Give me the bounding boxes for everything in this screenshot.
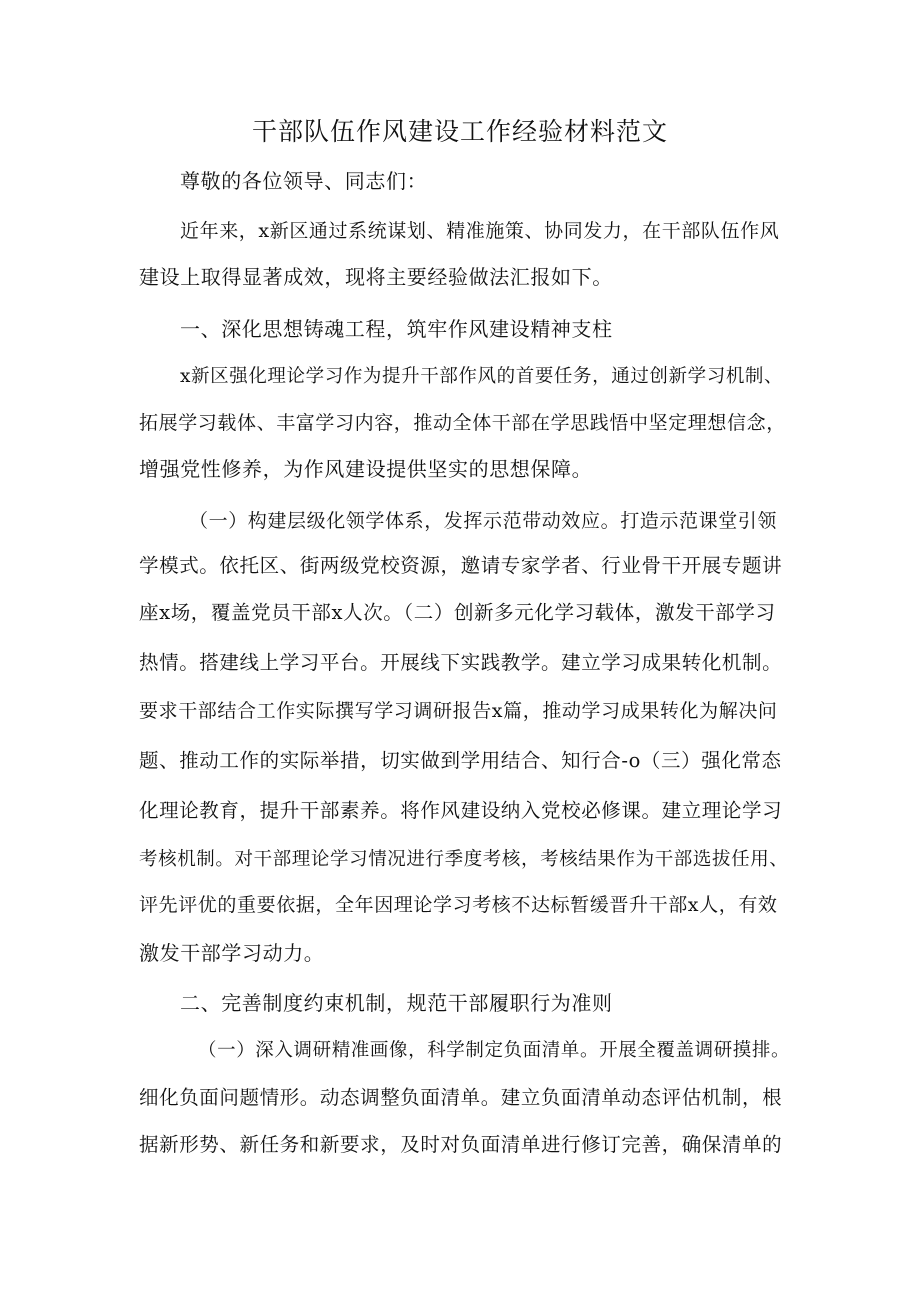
- paragraph-line: 近年来，x新区通过系统谋划、精准施策、协同发力，在干部队伍作风: [180, 220, 780, 242]
- paragraph-line: 增强党性修养，为作风建设提供坚实的思想保障。: [139, 457, 593, 481]
- greeting-line: 尊敬的各位领导、同志们：: [180, 169, 428, 193]
- paragraph-line: 据新形势、新任务和新要求，及时对负面清单进行修订完善，确保清单的: [139, 1133, 783, 1156]
- paragraph-line: x新区强化理论学习作为提升干部作风的首要任务，通过创新学习机制、: [180, 366, 784, 387]
- paragraph-line: 考核机制。对干部理论学习情况进行季度考核，考核结果作为干部选拔任用、: [139, 849, 789, 870]
- paragraph-line: 评先评优的重要依据，全年因理论学习考核不达标暂缓晋升干部x人，有效: [139, 894, 778, 916]
- paragraph-line: 激发干部学习动力。: [139, 941, 325, 965]
- paragraph-line: 拓展学习载体、丰富学习内容，推动全体干部在学思践悟中坚定理想信念，: [139, 412, 786, 434]
- paragraph-line: （一）构建层级化领学体系，发挥示范带动效应。打造示范课堂引领: [189, 510, 778, 532]
- section-heading: 一、深化思想铸魂工程，筑牢作风建设精神支柱: [180, 317, 613, 341]
- section-heading: 二、完善制度约束机制，规范干部履职行为准则: [180, 991, 613, 1015]
- document-title: 干部队伍作风建设工作经验材料范文: [251, 117, 668, 146]
- paragraph-line: 细化负面问题情形。动态调整负面清单。建立负面清单动态评估机制，根: [139, 1086, 783, 1109]
- paragraph-line: 学模式。依托区、街两级党校资源，邀请专家学者、行业骨干开展专题讲: [139, 554, 783, 577]
- paragraph-line: 座x场，覆盖党员干部x人次。（二）创新多元化学习载体，激发干部学习: [139, 601, 776, 624]
- paragraph-line: （一）深入调研精准画像，科学制定负面清单。开展全覆盖调研摸排。: [198, 1040, 791, 1061]
- paragraph-line: 建设上取得显著成效，现将主要经验做法汇报如下。: [139, 265, 613, 289]
- paragraph-line: 热情。搭建线上学习平台。开展线下实践教学。建立学习成果转化机制。: [139, 651, 783, 674]
- paragraph-line: 要求干部结合工作实际撰写学习调研报告x篇，推动学习成果转化为解决问: [139, 700, 778, 722]
- paragraph-line: 题、推动工作的实际举措，切实做到学用结合、知行合-o（三）强化常态: [139, 749, 782, 772]
- paragraph-line: 化理论教育，提升干部素养。将作风建设纳入党校必修课。建立理论学习: [139, 799, 783, 822]
